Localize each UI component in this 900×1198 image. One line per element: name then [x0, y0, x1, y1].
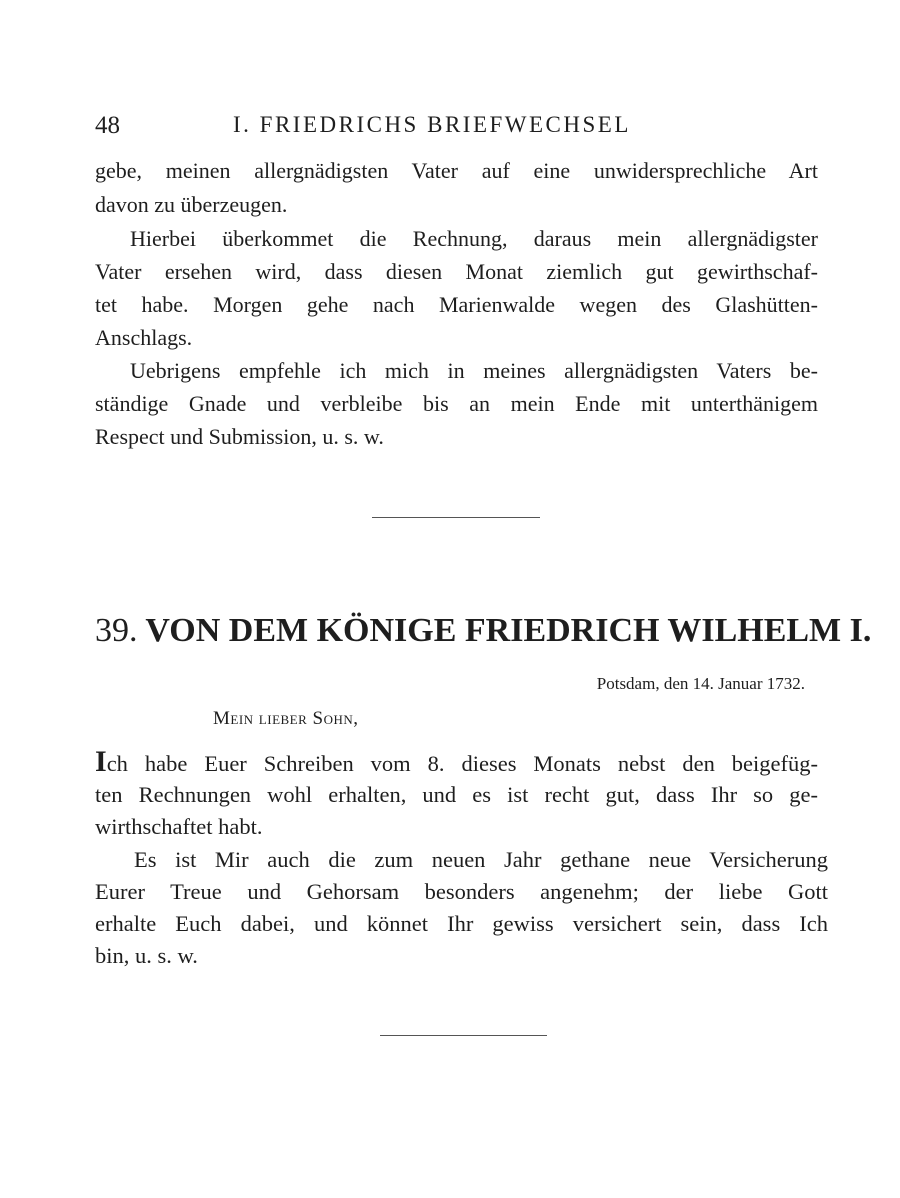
dateline: Potsdam, den 14. Januar 1732. — [596, 674, 805, 693]
text-line: Vater ersehen wird, dass diesen Monat ziemlich gut gewirthschaf- — [95, 259, 818, 284]
letter-heading: VON DEM KÖNIGE FRIEDRICH WILHELM I. — [145, 612, 872, 649]
text-line: tet habe. Morgen gehe nach Marienwalde wegen des Glashütten- — [95, 292, 818, 317]
text-line: ten Rechnungen wohl erhalten, und es ist recht gut, dass Ihr so ge- — [95, 782, 818, 807]
text-line: gebe, meinen allergnädigsten Vater auf eine unwidersprechliche Art — [95, 158, 818, 183]
text-line: Respect und Submission, u. s. w. — [95, 424, 384, 449]
text-line: Es ist Mir auch die zum neuen Jahr gethane neue Versicherung — [134, 847, 828, 872]
section-divider — [372, 517, 540, 518]
text-line: erhalte Euch dabei, und könnet Ihr gewiss versichert sein, dass Ich — [95, 911, 828, 936]
text-line-content: ch habe Euer Schreiben vom 8. dieses Monats nebst den beigefüg- — [106, 751, 818, 776]
text-line: Eurer Treue und Gehorsam besonders angenehm; der liebe Gott — [95, 879, 828, 904]
text-line: Anschlags. — [95, 325, 193, 350]
drop-cap: I — [95, 745, 107, 778]
text-line: davon zu überzeugen. — [95, 192, 288, 217]
page-number: 48 — [95, 112, 120, 139]
section-divider — [380, 1035, 547, 1036]
letter-number: 39. — [95, 612, 138, 649]
text-line: ständige Gnade und verbleibe bis an mein Ende mit unterthänigem — [95, 391, 818, 416]
text-line: Uebrigens empfehle ich mich in meines allergnädigsten Vaters be- — [130, 358, 818, 383]
text-line: wirthschaftet habt. — [95, 814, 263, 839]
text-line: Hierbei überkommet die Rechnung, daraus mein allergnädigster — [130, 226, 818, 251]
text-line — [95, 745, 818, 778]
text-line: bin, u. s. w. — [95, 943, 198, 968]
running-title: I. FRIEDRICHS BRIEFWECHSEL — [233, 112, 631, 137]
salutation: Mein lieber Sohn, — [213, 708, 359, 729]
letter-title — [95, 612, 872, 650]
